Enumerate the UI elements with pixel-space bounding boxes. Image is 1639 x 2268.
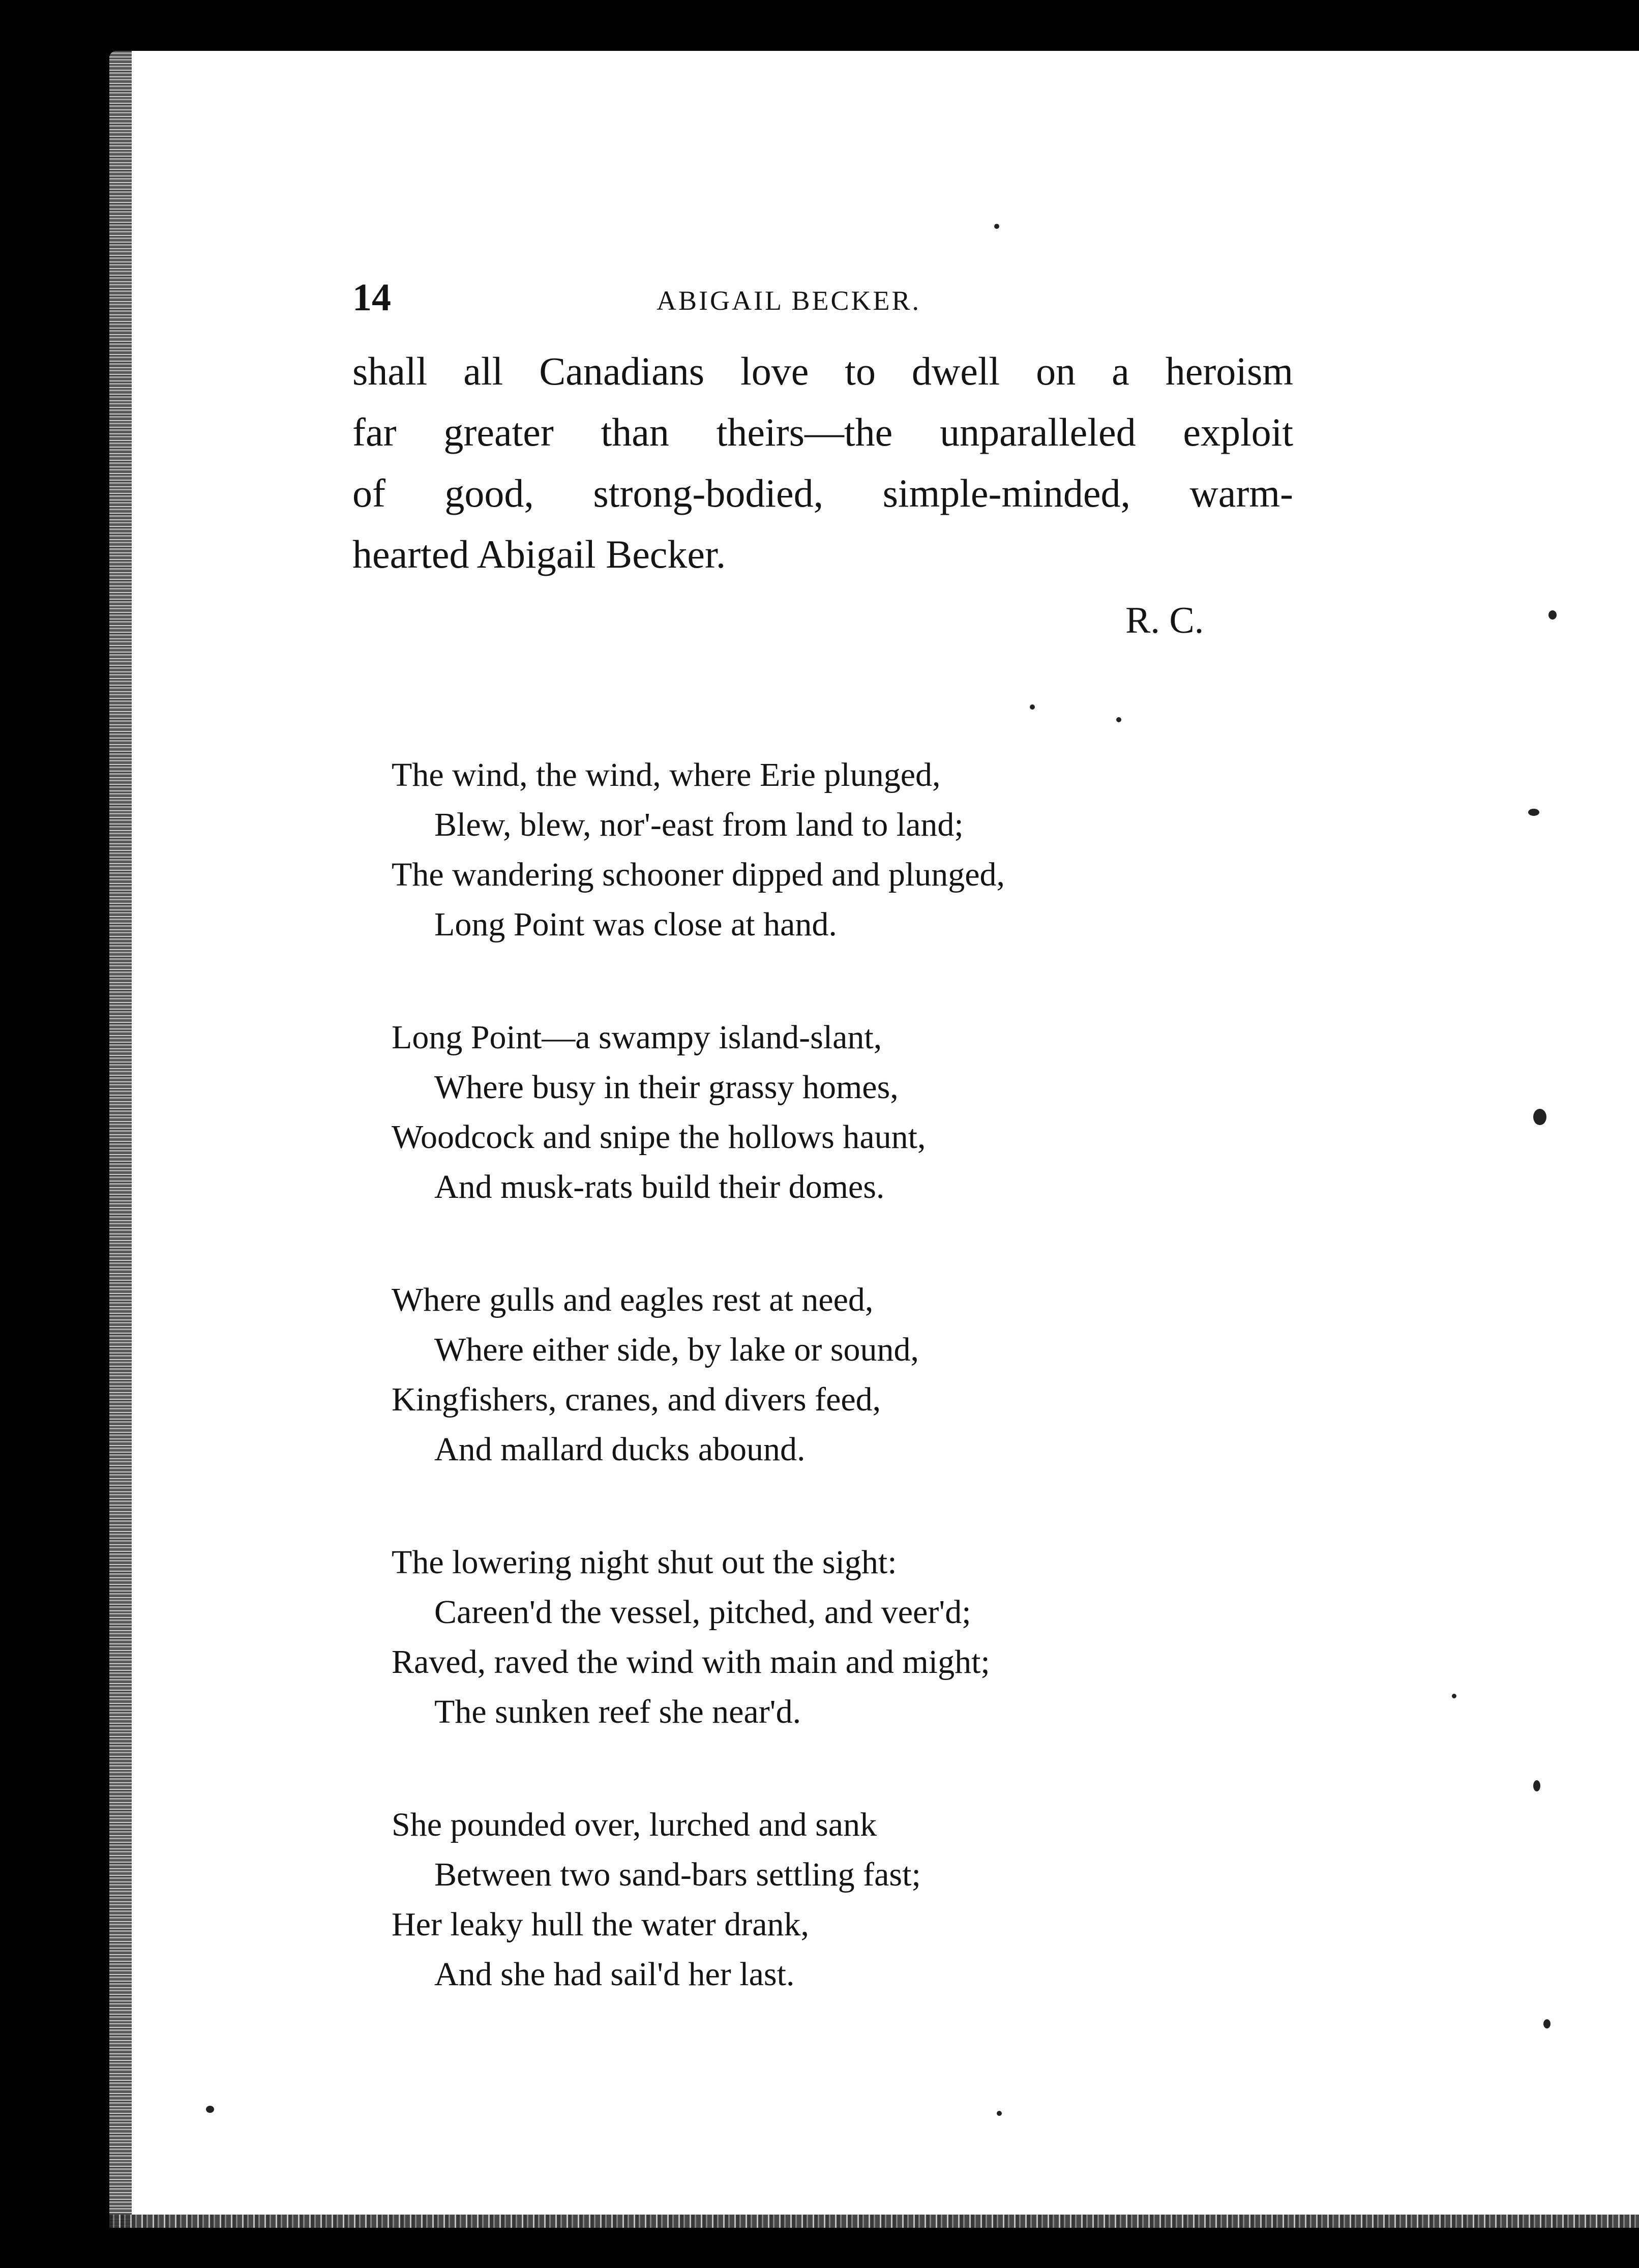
scan-speck [1030,704,1035,710]
prose-line: far greater than theirs—the unparalleled exploit [352,410,1293,454]
scan-edge-bottom [109,2215,1639,2228]
verse-line: The wind, the wind, where Erie plunged, [392,756,941,793]
verse-line: Blew, blew, nor'-east from land to land; [434,806,964,843]
stanza-3 [392,1275,1409,1475]
book-page [109,51,1639,2228]
running-title: ABIGAIL BECKER. [657,285,921,316]
verse-line: She pounded over, lurched and sank [392,1806,877,1843]
verse-line: Where gulls and eagles rest at need, [392,1281,874,1318]
verse-line: And she had sail'd her last. [434,1956,795,1993]
scan-edge-left [109,51,132,2228]
verse-line: Long Point was close at hand. [434,906,837,943]
verse-line: Careen'd the vessel, pitched, and veer'd; [434,1594,971,1631]
verse-line: Where either side, by lake or sound, [434,1331,919,1368]
verse-line: Where busy in their grassy homes, [434,1069,899,1106]
stanza-4 [392,1538,1409,1737]
page-number: 14 [352,276,391,319]
verse-line: The sunken reef she near'd. [434,1693,801,1730]
verse-line: Between two sand-bars settling fast; [434,1856,921,1893]
verse-line: Long Point—a swampy island-slant, [392,1019,882,1056]
scan-speck [1533,1780,1540,1791]
poem [392,750,1409,2063]
scan-speck [994,224,999,229]
stanza-5 [392,1800,1409,1999]
verse-line: And musk-rats build their domes. [434,1168,885,1205]
author-signature: R. C. [1125,600,1204,641]
verse-line: The lowering night shut out the sight: [392,1544,897,1581]
prose-line: of good, strong-bodied, simple-minded, warm- [352,471,1293,515]
scan-speck [1528,809,1539,816]
stanza-1 [392,750,1409,950]
verse-line: Raved, raved the wind with main and might; [392,1643,990,1681]
prose-line: shall all Canadians love to dwell on a heroism [352,349,1293,393]
verse-line: And mallard ducks abound. [434,1431,806,1468]
scan-speck [1116,717,1121,722]
scan-speck [1548,610,1557,620]
scan-speck [206,2106,214,2113]
scan-speck [1543,2019,1551,2028]
verse-line: The wandering schooner dipped and plunged, [392,856,1005,893]
scan-speck [1533,1109,1546,1125]
verse-line: Kingfishers, cranes, and divers feed, [392,1381,881,1418]
scan-speck [1452,1694,1456,1698]
stanza-2 [392,1013,1409,1212]
page-header [109,267,1639,328]
prose-paragraph [352,341,1293,585]
verse-line: Woodcock and snipe the hollows haunt, [392,1118,926,1156]
prose-line: hearted Abigail Becker. [352,532,726,576]
verse-line: Her leaky hull the water drank, [392,1906,810,1943]
scan-speck [997,2111,1002,2116]
